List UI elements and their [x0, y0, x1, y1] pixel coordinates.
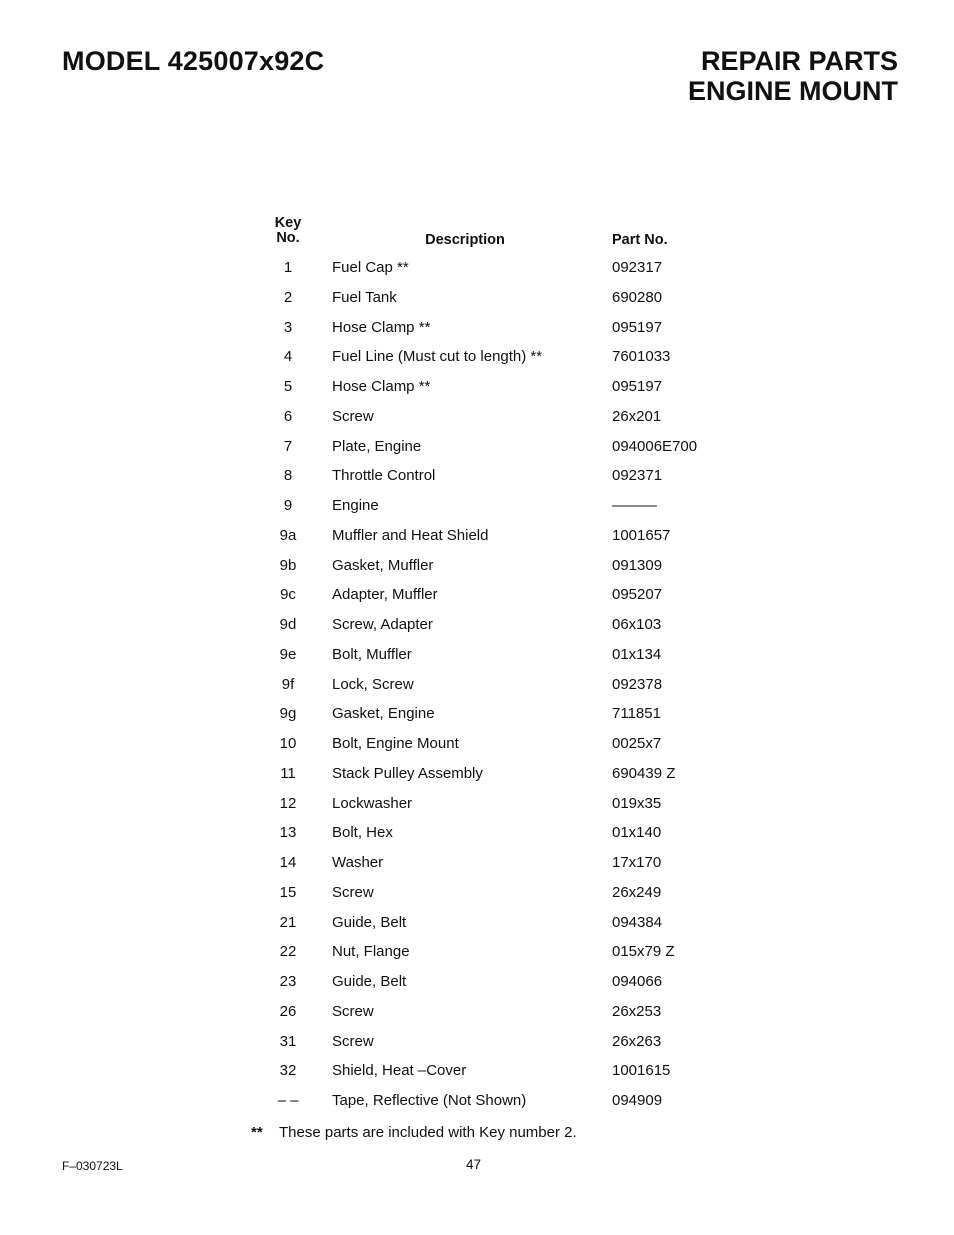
key-cell: 9c: [280, 586, 296, 604]
key-cell: 6: [283, 407, 293, 425]
column-header-key-line-1: Key: [274, 215, 302, 231]
description-cell: Screw: [332, 883, 374, 901]
part-number-cell: 092371: [612, 467, 663, 485]
column-header-key-no: [268, 216, 308, 246]
table-row: [0, 342, 954, 372]
table-row: [0, 789, 954, 819]
key-cell: 11: [280, 764, 296, 782]
description-cell: Gasket, Engine: [332, 705, 435, 723]
description-cell: Shield, Heat –Cover: [332, 1062, 467, 1080]
column-header-part-no: Part No.: [612, 232, 668, 248]
part-number-cell: 26x263: [612, 1032, 662, 1050]
part-number-cell: 26x201: [612, 407, 662, 425]
table-row: [0, 1086, 954, 1116]
key-cell: 23: [279, 973, 297, 990]
description-cell: Screw, Adapter: [332, 616, 433, 633]
part-number-cell: 091309: [612, 556, 663, 574]
part-number-cell: 094006E700: [612, 437, 698, 455]
part-number-cell: 01x140: [612, 824, 662, 842]
part-number-cell: 711851: [612, 705, 661, 723]
part-number-cell: 26x253: [612, 1002, 662, 1020]
description-cell: Screw: [332, 407, 374, 425]
description-cell: Fuel Cap **: [332, 259, 409, 276]
model-title: MODEL 425007x92C: [62, 46, 325, 76]
key-cell: 9g: [279, 705, 297, 723]
key-cell: 1: [283, 259, 293, 276]
table-row: [0, 908, 954, 938]
table-row: [0, 580, 954, 610]
description-cell: Hose Clamp **: [332, 378, 431, 395]
key-cell: 26: [279, 1002, 297, 1020]
table-row: [0, 937, 954, 967]
description-cell: Screw: [332, 1032, 374, 1050]
key-cell: 10: [279, 735, 297, 752]
description-cell: Fuel Line (Must cut to length) **: [332, 348, 543, 366]
part-number-cell: 26x249: [612, 883, 662, 901]
table-row: [0, 461, 954, 491]
footnote-mark: **: [251, 1124, 263, 1141]
footnote-text: These parts are included with Key number 2.: [279, 1124, 577, 1141]
description-cell: Plate, Engine: [332, 437, 422, 455]
table-row: [0, 967, 954, 997]
part-number-cell: 094909: [612, 1092, 663, 1109]
description-cell: Guide, Belt: [332, 973, 407, 990]
table-row: [0, 253, 954, 283]
table-row: [0, 699, 954, 729]
section-title-line-2: ENGINE MOUNT: [687, 76, 898, 106]
table-row: [0, 848, 954, 878]
key-cell: 4: [283, 348, 293, 366]
table-row: [0, 878, 954, 908]
part-number-cell: 690439 Z: [612, 764, 676, 782]
parts-table: [0, 253, 954, 1116]
description-cell: Bolt, Engine Mount: [332, 735, 459, 752]
table-row: [0, 759, 954, 789]
description-cell: Nut, Flange: [332, 943, 410, 961]
table-row: [0, 521, 954, 551]
description-cell: Gasket, Muffler: [332, 556, 434, 574]
key-cell: 14: [279, 854, 297, 871]
table-row: [0, 818, 954, 848]
part-number-cell: 094384: [612, 913, 663, 931]
key-cell: 3: [283, 318, 293, 336]
key-cell: 2: [283, 288, 293, 306]
key-cell: 12: [279, 794, 297, 812]
part-number-cell: 7601033: [612, 348, 671, 366]
description-cell: Lockwasher: [332, 794, 413, 812]
key-cell: 9b: [279, 556, 297, 574]
table-row: [0, 491, 954, 521]
key-cell: 7: [283, 437, 293, 455]
table-row: [0, 610, 954, 640]
part-number-cell: 094066: [612, 973, 663, 990]
part-number-cell: 01x134: [612, 645, 662, 663]
part-number-cell: 0025x7: [612, 735, 662, 752]
key-cell: 13: [279, 824, 297, 842]
description-cell: Washer: [332, 854, 384, 871]
key-cell: 21: [279, 913, 297, 931]
part-number-cell: 015x79 Z: [612, 943, 675, 961]
description-cell: Guide, Belt: [332, 913, 407, 931]
description-cell: Lock, Screw: [332, 675, 414, 693]
key-cell: 9f: [281, 675, 295, 693]
key-cell: 9d: [279, 616, 297, 633]
key-cell: 9: [283, 497, 293, 514]
part-number-cell: 095207: [612, 586, 663, 604]
table-row: [0, 1027, 954, 1057]
section-title: [688, 46, 898, 106]
table-row: [0, 1056, 954, 1086]
table-row: [0, 283, 954, 313]
table-row: [0, 997, 954, 1027]
part-number-cell: 095197: [612, 378, 663, 395]
description-cell: Bolt, Hex: [332, 824, 393, 842]
key-cell: 9a: [279, 526, 297, 544]
part-number-cell: 1001615: [612, 1062, 671, 1080]
description-cell: Tape, Reflective (Not Shown): [332, 1092, 527, 1109]
part-number-cell: 17x170: [612, 854, 662, 871]
table-row: [0, 729, 954, 759]
description-cell: Stack Pulley Assembly: [332, 764, 483, 782]
page-number: 47: [466, 1157, 482, 1172]
part-number-cell: 092378: [612, 675, 663, 693]
key-cell: 5: [283, 378, 293, 395]
description-cell: Engine: [332, 497, 379, 514]
key-cell: 15: [279, 883, 297, 901]
key-cell: 8: [283, 467, 293, 485]
document-code: F–030723L: [62, 1159, 123, 1173]
footnote: [251, 1124, 577, 1141]
section-title-line-1: REPAIR PARTS: [700, 46, 898, 76]
part-number-cell: ———: [612, 497, 657, 514]
key-cell: 31: [279, 1032, 297, 1050]
part-number-cell: 690280: [612, 288, 663, 306]
key-cell: 22: [279, 943, 297, 961]
description-cell: Fuel Tank: [332, 288, 397, 306]
key-cell: 32: [279, 1062, 297, 1080]
description-cell: Muffler and Heat Shield: [332, 526, 489, 544]
part-number-cell: 019x35: [612, 794, 662, 812]
table-row: [0, 372, 954, 402]
key-cell: – –: [277, 1092, 299, 1109]
table-row: [0, 670, 954, 700]
description-cell: Hose Clamp **: [332, 318, 431, 336]
key-cell: 9e: [279, 645, 297, 663]
column-header-description: Description: [425, 232, 505, 248]
part-number-cell: 095197: [612, 318, 663, 336]
table-row: [0, 313, 954, 343]
table-row: [0, 402, 954, 432]
part-number-cell: 092317: [612, 259, 663, 276]
description-cell: Adapter, Muffler: [332, 586, 438, 604]
description-cell: Throttle Control: [332, 467, 436, 485]
table-row: [0, 432, 954, 462]
column-header-key-line-2: No.: [276, 230, 300, 246]
description-cell: Bolt, Muffler: [332, 645, 412, 663]
description-cell: Screw: [332, 1002, 374, 1020]
table-row: [0, 551, 954, 581]
table-row: [0, 640, 954, 670]
part-number-cell: 1001657: [612, 526, 671, 544]
part-number-cell: 06x103: [612, 616, 662, 633]
